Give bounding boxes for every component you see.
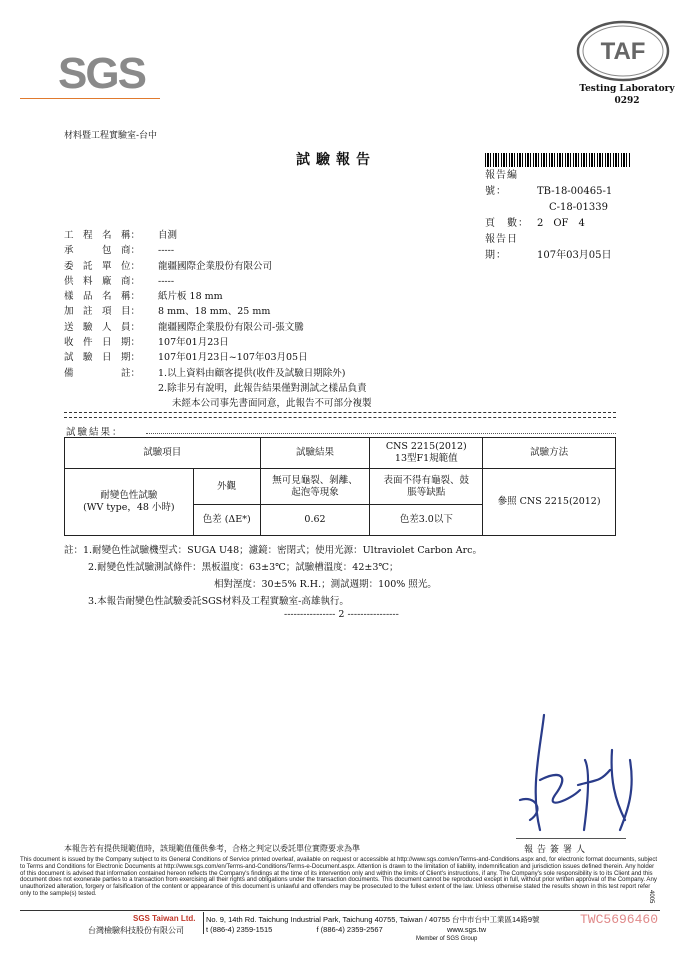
remarks-line-1: 1.以上資料由顧客提供(收件及試驗日期除外) (158, 367, 346, 379)
field-row (64, 243, 372, 258)
results-dotted-line (146, 433, 616, 434)
note-2b: 相對溼度：30±5% R.H.；測試週期：100% 照光。 (214, 579, 437, 590)
field-value: 自測 (158, 230, 178, 241)
sub-item-color-diff: 色差 (ΔE*) (193, 505, 260, 536)
result-appearance-1: 無可見龜裂、剝離、 (272, 474, 358, 486)
company-address: No. 9, 14th Rd. Taichung Industrial Park, Taichung 40755, Taiwan / 40755 台中市台中工業區14路9號 (206, 915, 540, 924)
field-label: 委 託 單 位： (64, 260, 141, 272)
disclaimer: This document is issued by the Company subject to its General Conditions of Service printed overleaf, available on request or accessible at http://www.sgs.com/en/Terms-and-Conditions.aspx and, for electronic format documents, subject to Terms and Conditions for Electronic Documents at http://www.sgs.com/en/Terms-and-Conditions/Terms-e-Document.aspx. Attention is drawn to the limitation of liability, indemnification and jurisdiction issues defined therein. Any holder of this document is advised that information contained hereon reflects the Company's findings at the time of its intervention only and within the limits of Client's instructions, if any. The Company's sole responsibility is to its Client and this document does not exonerate parties to a transaction from exercising all their rights and obligations under the transaction documents. This document cannot be reproduced except in full, without prior written approval of the Company. Any unauthorized alteration, forgery or falsification of the content or appearance of this document is unlawful and offenders may be prosecuted to the fullest extent of the law. Unless otherwise stated the results shown in this test report refer only to the sample(s) tested. (20, 856, 658, 897)
field-label: 試 驗 日 期： (64, 352, 141, 364)
field-row (64, 350, 372, 365)
result-appearance (260, 469, 370, 505)
section-divider (64, 412, 616, 418)
date-value: 107年03月05日 (537, 250, 612, 261)
field-value: 107年01月23日~107年03月05日 (158, 352, 308, 364)
page-value: 2 OF 4 (537, 218, 585, 229)
field-row (64, 289, 372, 304)
item-cell (65, 469, 194, 536)
field-value: 龍疆國際企業股份有限公司 (158, 260, 273, 272)
field-label: 工 程 名 稱： (64, 230, 141, 241)
report-title: 試驗報告 (296, 152, 376, 168)
note-2: 2.耐變色性試驗測試條件：黑板溫度：63±3℃；試驗槽溫度：42±3℃； (88, 562, 399, 573)
field-row (64, 335, 372, 350)
field-row (64, 274, 372, 289)
member-label: Member of SGS Group (416, 936, 478, 942)
item-name: 耐變色性試驗 (100, 490, 158, 501)
taf-label: Testing Laboratory (579, 84, 675, 94)
item-condition: (WV type，48 小時) (83, 502, 175, 513)
signature (500, 700, 660, 840)
field-label: 供 料 廠 商： (64, 275, 141, 287)
company-name-zh: 台灣檢驗科技股份有限公司 (88, 926, 184, 935)
header-spec-1: CNS 2215(2012) (385, 441, 467, 452)
sgs-logo: SGS (58, 49, 145, 98)
side-code: 4005 (648, 890, 654, 904)
field-label: 收 件 日 期： (64, 337, 141, 349)
date-label: 報告日期： (485, 234, 518, 261)
page-mark: ---------------- 2 ---------------- (284, 609, 399, 620)
field-value: ----- (158, 245, 175, 257)
table-header-row (65, 438, 616, 469)
spec-color-diff: 色差3.0以下 (370, 505, 483, 536)
report-fields (64, 228, 372, 412)
report-no: TB-18-00465-1 (537, 186, 613, 197)
field-value: 龍疆國際企業股份有限公司-張文騰 (158, 321, 304, 333)
spec-appearance-1: 表面不得有龜裂、鼓 (383, 474, 470, 486)
result-appearance-2: 起泡等現象 (291, 486, 339, 498)
footer-separator (203, 912, 204, 934)
signature-line (516, 838, 626, 839)
remarks-line-3: 未經本公司事先書面同意，此報告不可部分複製 (172, 398, 372, 410)
field-row (64, 228, 372, 243)
field-value: 紙片板 18 mm (158, 291, 223, 303)
taf-number: 0292 (614, 96, 640, 106)
field-row (64, 259, 372, 274)
company-name-en: SGS Taiwan Ltd. (133, 914, 196, 923)
serial-number: TWC5696460 (580, 912, 659, 927)
note-1: 註：1.耐變色性試驗機型式：SUGA U48；濾鏡：密閉式；使用光源：Ultraviolet Carbon Arc。 (64, 545, 482, 556)
fax: f (886-4) 2359-2567 (316, 925, 383, 934)
report-info (485, 168, 612, 264)
taf-logo-text: TAF (600, 38, 646, 65)
phone: t (886-4) 2359-1515 (206, 925, 273, 934)
remarks-label: 備 註： (64, 367, 141, 379)
spec-appearance (370, 469, 483, 505)
company-contact (206, 925, 486, 934)
sub-item-appearance: 外觀 (193, 469, 260, 505)
footer-statement: 本報告若有提供規範值時，該規範值僅供參考，合格之判定以委託單位實際要求為準 (64, 844, 360, 853)
field-row (64, 304, 372, 319)
results-label: 試驗結果： (66, 427, 124, 438)
report-no-2: C-18-01339 (549, 202, 608, 213)
barcode (485, 153, 631, 167)
remarks-line-2: 2.除非另有說明，此報告結果僅對測試之樣品負責 (158, 382, 367, 394)
taf-logo (576, 20, 670, 82)
field-value: 8 mm、18 mm、25 mm (158, 306, 271, 318)
field-label: 加 註 項 目： (64, 306, 141, 318)
remarks-row (64, 381, 372, 396)
result-color-diff: 0.62 (260, 505, 370, 536)
field-label: 承 包 商： (64, 245, 141, 257)
results-table (64, 437, 616, 536)
remarks-row (64, 396, 372, 411)
header-spec (370, 438, 483, 469)
report-no-label: 報告編號： (485, 170, 518, 197)
note-3: 3.本報告耐變色性試驗委託SGS材料及工程實驗室-高雄執行。 (88, 596, 349, 607)
spec-appearance-2: 脹等缺點 (407, 486, 446, 498)
logo-underline (20, 98, 160, 99)
table-notes (64, 542, 482, 620)
field-label: 樣 品 名 稱： (64, 291, 141, 303)
field-value: 107年01月23日 (158, 337, 229, 349)
header-method: 試驗方法 (483, 438, 616, 469)
page-label: 頁 數： (485, 218, 529, 229)
website-link[interactable]: www.sgs.tw (446, 925, 487, 934)
method-cell: 參照 CNS 2215(2012) (483, 469, 616, 536)
remarks-row (64, 366, 372, 381)
footer-divider (20, 910, 660, 911)
field-label: 送 驗 人 員： (64, 321, 141, 333)
field-row (64, 320, 372, 335)
signer-label: 報告簽署人 (524, 845, 590, 855)
header-item: 試驗項目 (65, 438, 261, 469)
header-spec-2: 13型F1規範值 (394, 453, 458, 464)
lab-name: 材料暨工程實驗室-台中 (64, 131, 158, 141)
header-result: 試驗結果 (260, 438, 370, 469)
field-value: ----- (158, 275, 175, 287)
table-row (65, 469, 616, 505)
